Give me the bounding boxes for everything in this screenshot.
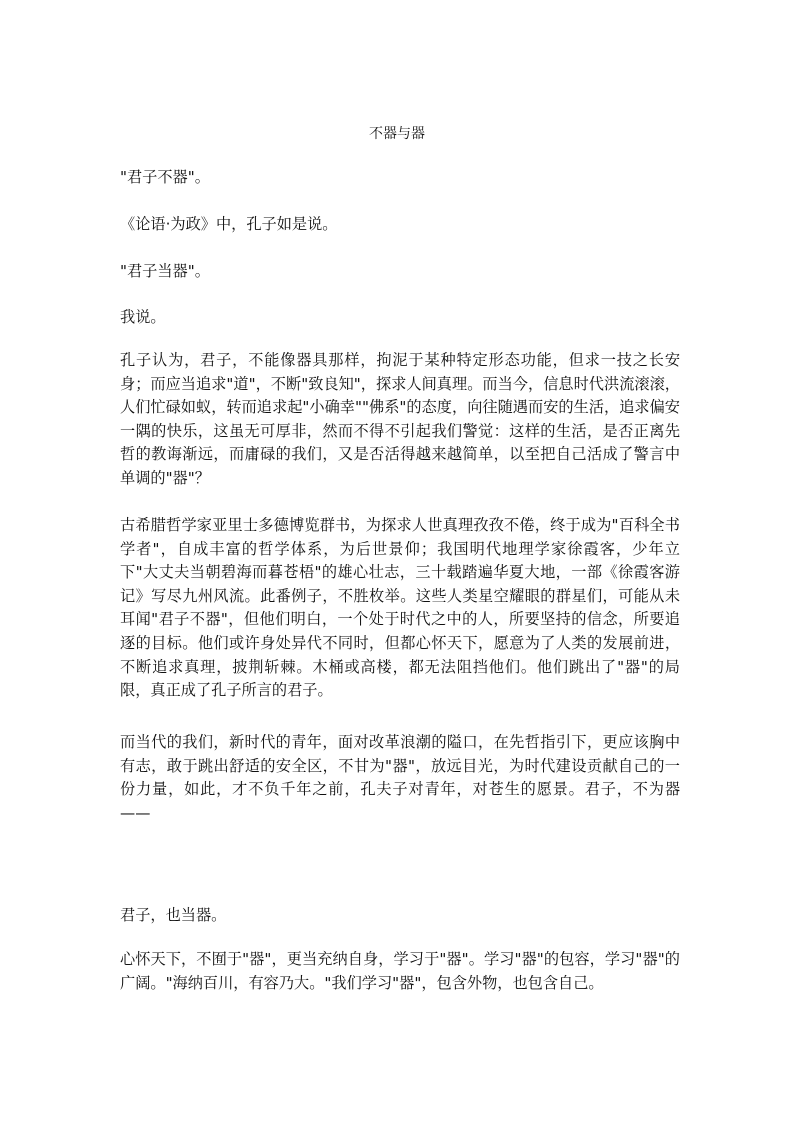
- paragraph-quote-junzi-buqi: "君子不器"。: [120, 168, 210, 186]
- paragraph-contemporary-youth: 而当代的我们，新时代的青年，面对改革浪潮的隘口，在先哲指引下，更应该胸中有志，敢于跳出舒适的安全区，不甘为"器"，放远目光，为时代建设贡献自己的一份力量，如此，才不负千年之前，孔夫子对青年，对苍生的愿景。君子，不为器——: [120, 733, 680, 822]
- paragraph-quote-junzi-dangqi: "君子当器"。: [120, 262, 210, 280]
- paragraph-junzi-ye-dangqi: 君子，也当器。: [120, 906, 227, 924]
- paragraph-learn-from-qi: 心怀天下，不囿于"器"，更当充纳自身，学习于"器"。学习"器"的包容，学习"器"的广阔。"海纳百川，有容乃大。"我们学习"器"，包含外物，也包含自己。: [120, 950, 680, 992]
- paragraph-lunyu-source: 《论语·为政》中，孔子如是说。: [120, 215, 338, 233]
- document-title: 不器与器: [369, 126, 425, 142]
- paragraph-historical-examples: 古希腊哲学家亚里士多德博览群书，为探求人世真理孜孜不倦，终于成为"百科全书学者"，自成丰富的哲学体系，为后世景仰；我国明代地理学家徐霞客，少年立下"大丈夫当朝碧海而暮苍梧"的雄心壮志，三十载踏遍华夏大地，一部《徐霞客游记》写尽九州风流。此番例子，不胜枚举。这些人类星空耀眼的群星们，可能从未耳闻"君子不器"，但他们明白，一个处于时代之中的人，所要坚持的信念，所要追逐的目标。他们或许身处异代不同时，但都心怀天下，愿意为了人类的发展前进，不断追求真理，披荆斩棘。木桶或高楼，都无法阻挡他们。他们跳出了"器"的局限，真正成了孔子所言的君子。: [120, 516, 680, 700]
- paragraph-wo-shuo: 我说。: [120, 308, 166, 326]
- paragraph-confucius-view: 孔子认为，君子，不能像器具那样，拘泥于某种特定形态功能，但求一技之长安身；而应当追求"道"，不断"致良知"，探求人间真理。而当今，信息时代洪流滚滚，人们忙碌如蚁，转而追求起"小确幸""佛系"的态度，向往随遇而安的生活，追求偏安一隅的快乐，这虽无可厚非，然而不得不引起我们警觉：这样的生活，是否正离先哲的教诲渐远，而庸碌的我们，又是否活得越来越简单，以至把自己活成了警言中单调的"器"？: [120, 351, 680, 487]
